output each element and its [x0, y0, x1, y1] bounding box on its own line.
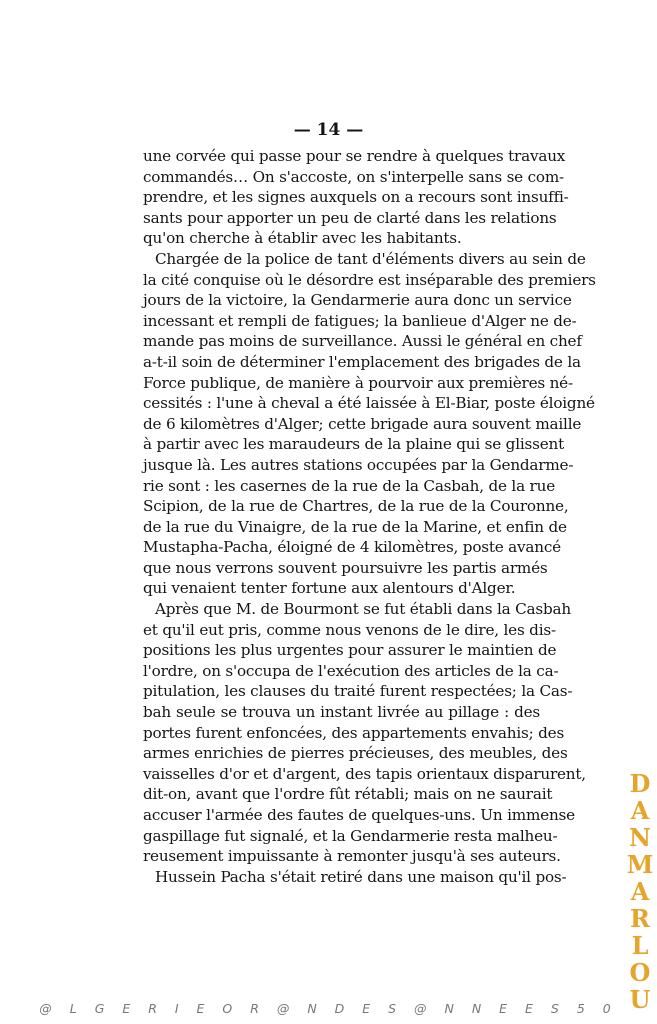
text-line: Force publique, de manière à pourvoir aux premières né-: [143, 373, 573, 392]
text-line: cessités : l'une à cheval a été laissée à El-Biar, poste éloigné: [143, 394, 595, 413]
body-text: [143, 146, 596, 887]
text-line: et qu'il eut pris, comme nous venons de le dire, les dis-: [143, 620, 556, 639]
text-line: reusement impuissante à remonter jusqu'à ses auteurs.: [143, 847, 561, 866]
page-number: — 14 —: [293, 120, 364, 140]
text-line: bah seule se trouva un instant livrée au pillage : des: [143, 703, 540, 722]
text-line: Mustapha-Pacha, éloigné de 4 kilomètres, poste avancé: [143, 538, 561, 557]
text-line: Après que M. de Bourmont se fut établi dans la Casbah: [155, 600, 571, 619]
text-line: prendre, et les signes auxquels on a recours sont insuffi-: [143, 188, 569, 207]
text-line: Chargée de la police de tant d'éléments divers au sein de: [155, 249, 586, 268]
text-line: mande pas moins de surveillance. Aussi le général en chef: [143, 332, 582, 351]
text-line: à partir avec les maraudeurs de la plaine qui se glissent: [143, 435, 564, 454]
text-line: a-t-il soin de déterminer l'emplacement des brigades de la: [143, 352, 581, 371]
text-line: dit-on, avant que l'ordre fût rétabli; mais on ne saurait: [143, 785, 553, 804]
text-line: l'ordre, on s'occupa de l'exécution des articles de la ca-: [143, 661, 559, 680]
text-line: de 6 kilomètres d'Alger; cette brigade aura souvent maille: [143, 414, 582, 433]
text-line: une corvée qui passe pour se rendre à quelques travaux: [143, 147, 566, 165]
text-line: la cité conquise où le désordre est inséparable des premiers: [143, 270, 596, 289]
text-line: qui venaient tenter fortune aux alentours d'Alger.: [143, 579, 516, 598]
text-line: jours de la victoire, la Gendarmerie aura donc un service: [143, 291, 572, 310]
text-line: armes enrichies de pierres précieuses, des meubles, des: [143, 744, 568, 763]
text-line: commandés… On s'accoste, on s'interpelle sans se com-: [143, 167, 564, 186]
text-line: accuser l'armée des fautes de quelques-uns. Un immense: [143, 806, 575, 824]
text-line: Hussein Pacha s'était retiré dans une maison qu'il pos-: [155, 867, 567, 886]
text-line: que nous verrons souvent poursuivre les partis armés: [143, 558, 548, 577]
text-line: rie sont : les casernes de la rue de la Casbah, de la rue: [143, 476, 555, 495]
text-line: portes furent enfoncées, des appartements envahis; des: [143, 723, 565, 742]
side-stamp-watermark: D A N M A R L O U: [626, 769, 654, 1014]
text-line: pitulation, les clauses du traité furent respectées; la Cas-: [143, 682, 573, 701]
text-line: vaisselles d'or et d'argent, des tapis orientaux disparurent,: [143, 764, 586, 783]
footer-watermark: @ L G E R I E O R @ N D E S @ N N E E S 5 0: [39, 1001, 618, 1016]
text-line: incessant et rempli de fatigues; la banlieue d'Alger ne de-: [143, 311, 577, 330]
text-line: qu'on cherche à établir avec les habitants.: [143, 229, 462, 248]
text-line: gaspillage fut signalé, et la Gendarmerie resta malheu-: [143, 826, 558, 845]
text-line: sants pour apporter un peu de clarté dans les relations: [143, 208, 557, 227]
text-line: positions les plus urgentes pour assurer le maintien de: [143, 641, 557, 660]
text-line: jusque là. Les autres stations occupées par la Gendarme-: [143, 455, 574, 474]
text-line: de la rue du Vinaigre, de la rue de la Marine, et enfin de: [143, 517, 567, 536]
text-line: Scipion, de la rue de Chartres, de la rue de la Couronne,: [143, 497, 569, 516]
